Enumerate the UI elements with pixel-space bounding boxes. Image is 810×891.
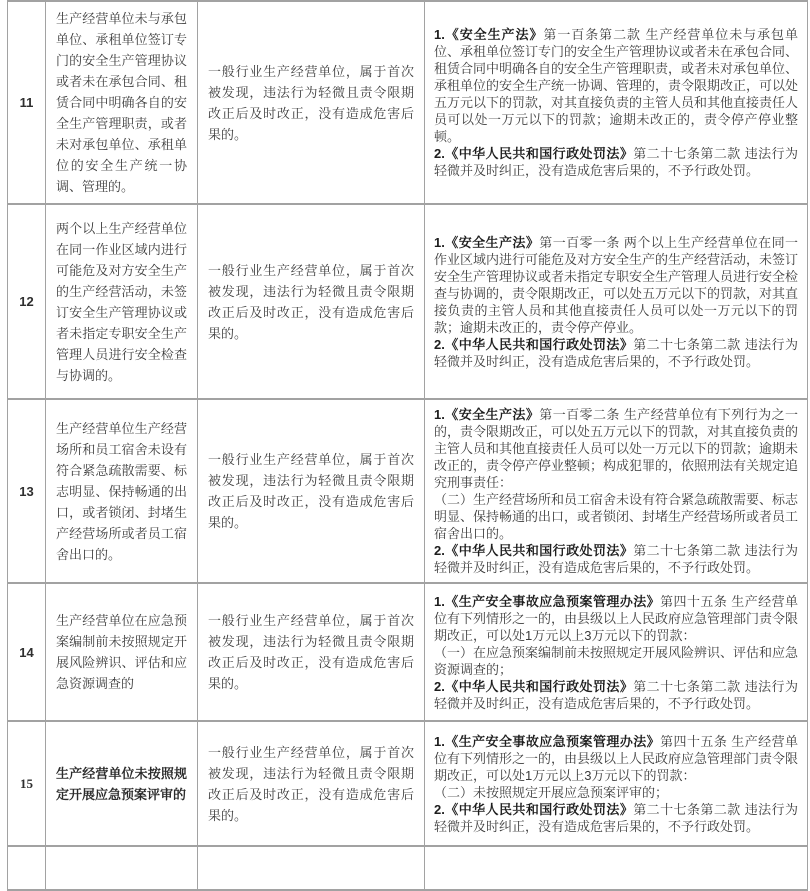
table-body	[8, 1, 808, 890]
row-number-cell: 14	[8, 583, 46, 721]
statute-citation: 2.《中华人民共和国行政处罚法》	[434, 336, 634, 352]
condition-cell: 一般行业生产经营单位，属于首次被发现，违法行为轻微且责令限期改正后及时改正，没有造成危害后果的。	[198, 1, 425, 204]
statute-text: 第二十七条第二款 违法行为轻微并及时纠正，没有造成危害后果的，不予行政处罚。	[434, 146, 798, 178]
legal-basis-cell	[425, 583, 808, 721]
table-row	[8, 583, 808, 721]
violation-cell: 生产经营单位生产经营场所和员工宿舍未设有符合紧急疏散需要、标志明显、保持畅通的出口，或者锁闭、封堵生产经营场所或者员工宿舍出口的。	[46, 399, 198, 583]
legal-basis-paragraph	[434, 593, 798, 644]
legal-basis-paragraph	[434, 234, 798, 336]
row-number-cell: 11	[8, 1, 46, 204]
legal-basis-cell	[425, 399, 808, 583]
condition-cell	[198, 846, 425, 890]
statute-text: 第二十七条第二款 违法行为轻微并及时纠正，没有造成危害后果的，不予行政处罚。	[434, 336, 798, 369]
statute-citation: 1.《生产安全事故应急预案管理办法》	[434, 733, 661, 749]
table-row	[8, 1, 808, 204]
penalty-regulation-table	[7, 0, 808, 891]
legal-basis-paragraph	[434, 801, 798, 835]
statute-text: （一）在应急预案编制前未按照规定开展风险辨识、评估和应急资源调查的；	[434, 644, 799, 677]
condition-cell: 一般行业生产经营单位，属于首次被发现，违法行为轻微且责令限期改正后及时改正，没有造成危害后果的。	[198, 399, 425, 583]
violation-cell: 两个以上生产经营单位在同一作业区域内进行可能危及对方安全生产的生产经营活动，未签订安全生产管理协议或者未指定专职安全生产管理人员进行安全检查与协调的。	[46, 204, 198, 399]
legal-basis-paragraph	[434, 26, 798, 145]
statute-text: 第二十七条第二款 违法行为轻微并及时纠正，没有造成危害后果的，不予行政处罚。	[434, 678, 798, 711]
legal-basis-cell	[425, 721, 808, 846]
statute-text: 第四十五条 生产经营单位有下列情形之一的，由县级以上人民政府应急管理部门责令限期改正，可以处1万元以上3万元以下的罚款：	[434, 733, 799, 783]
statute-text: 第一百零二条 生产经营单位有下列行为之一的，责令限期改正，可以处五万元以下的罚款，对其直接负责的主管人员和其他直接责任人员可以处一万元以下的罚款；逾期未改正的，责令停产停业整顿；构成犯罪的，依照刑法有关规定追究刑事责任：	[434, 407, 799, 490]
table-row	[8, 721, 808, 846]
statute-text: 第一百零一条 两个以上生产经营单位在同一作业区域内进行可能危及对方安全生产的生产经营活动，未签订安全生产管理协议或者未指定专职安全生产管理人员进行安全检查与协调的，责令限期改正，可以处五万元以下的罚款，对其直接负责的主管人员和其他直接责任人员可以处一万元以下的罚款；逾期未改正的，责令停产停业。	[434, 234, 799, 335]
legal-basis-cell	[425, 204, 808, 399]
statute-text: 第二十七条第二款 违法行为轻微并及时纠正，没有造成危害后果的，不予行政处罚。	[434, 801, 798, 834]
row-number-cell	[8, 846, 46, 890]
legal-basis-paragraph	[434, 644, 798, 678]
statute-citation: 2.《中华人民共和国行政处罚法》	[434, 543, 634, 558]
legal-basis-paragraph	[434, 542, 798, 576]
condition-cell: 一般行业生产经营单位，属于首次被发现，违法行为轻微且责令限期改正后及时改正，没有造成危害后果的。	[198, 721, 425, 846]
violation-cell: 生产经营单位未按照规定开展应急预案评审的	[46, 721, 198, 846]
statute-citation: 1.《安全生产法》	[434, 27, 544, 42]
violation-cell: 生产经营单位未与承包单位、承租单位签订专门的安全生产管理协议或者未在承包合同、租赁合同中明确各自的安全生产管理职责，或者未对承包单位、承租单位的安全生产统一协调、管理的。	[46, 1, 198, 204]
row-number-cell: 15	[8, 721, 46, 846]
table-row	[8, 204, 808, 399]
legal-basis-paragraph	[434, 406, 798, 491]
legal-basis-cell	[425, 846, 808, 890]
statute-text: （二）未按照规定开展应急预案评审的；	[434, 784, 669, 800]
violation-cell	[46, 846, 198, 890]
legal-basis-paragraph	[434, 491, 798, 542]
statute-citation: 2.《中华人民共和国行政处罚法》	[434, 801, 634, 817]
legal-basis-paragraph	[434, 336, 798, 370]
table-row-partial	[8, 846, 808, 890]
legal-basis-cell	[425, 1, 808, 204]
statute-citation: 1.《安全生产法》	[434, 407, 540, 422]
legal-basis-paragraph	[434, 145, 798, 179]
legal-basis-paragraph	[434, 678, 798, 712]
statute-text: 第四十五条 生产经营单位有下列情形之一的，由县级以上人民政府应急管理部门责令限期改正，可以处1万元以上3万元以下的罚款：	[434, 593, 799, 643]
statute-citation: 2.《中华人民共和国行政处罚法》	[434, 146, 634, 161]
statute-citation: 1.《安全生产法》	[434, 234, 540, 250]
statute-text: （二）生产经营场所和员工宿舍未设有符合紧急疏散需要、标志明显、保持畅通的出口，或者锁闭、封堵生产经营场所或者员工宿舍出口的。	[434, 492, 799, 541]
row-number-cell: 13	[8, 399, 46, 583]
table-row	[8, 399, 808, 583]
statute-citation: 2.《中华人民共和国行政处罚法》	[434, 678, 634, 694]
legal-basis-paragraph	[434, 784, 798, 801]
row-number-cell: 12	[8, 204, 46, 399]
statute-text: 第一百条第二款 生产经营单位未与承包单位、承租单位签订专门的安全生产管理协议或者未在承包合同、租赁合同中明确各自的安全生产管理职责，或者未对承包单位、承租单位的安全生产统一协调、管理的，责令限期改正，可以处五万元以下的罚款，对其直接负责的主管人员和其他直接责任人员可以处一万元以下的罚款；逾期未改正的，责令停产停业整顿。	[434, 27, 799, 144]
statute-citation: 1.《生产安全事故应急预案管理办法》	[434, 593, 661, 609]
violation-cell: 生产经营单位在应急预案编制前未按照规定开展风险辨识、评估和应急资源调查的	[46, 583, 198, 721]
statute-text: 第二十七条第二款 违法行为轻微并及时纠正，没有造成危害后果的，不予行政处罚。	[434, 543, 798, 575]
legal-basis-paragraph	[434, 733, 798, 784]
condition-cell: 一般行业生产经营单位，属于首次被发现，违法行为轻微且责令限期改正后及时改正，没有造成危害后果的。	[198, 583, 425, 721]
condition-cell: 一般行业生产经营单位，属于首次被发现，违法行为轻微且责令限期改正后及时改正，没有造成危害后果的。	[198, 204, 425, 399]
